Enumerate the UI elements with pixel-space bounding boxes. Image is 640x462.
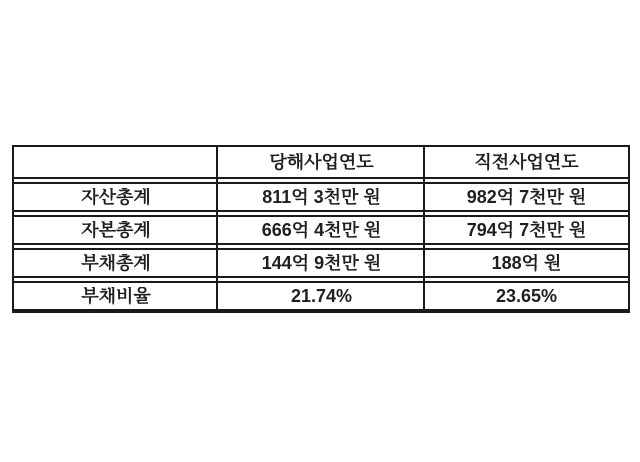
header-previous-fiscal-year: 직전사업연도 <box>474 153 579 171</box>
table-row-total-equity <box>14 215 628 245</box>
header-current-fiscal-year: 당해사업연도 <box>269 153 374 171</box>
cell-current-year-value: 666억 4천만 원 <box>261 221 382 239</box>
cell-current-year-value: 144억 9천만 원 <box>261 254 382 272</box>
table-header-row <box>14 147 628 179</box>
row-label: 부채총계 <box>81 254 151 272</box>
cell-previous-year-value: 188억 원 <box>491 254 562 272</box>
cell-previous-year-value: 23.65% <box>495 287 558 305</box>
table-row-total-assets <box>14 182 628 212</box>
column-divider-1 <box>216 147 218 311</box>
table-row-debt-ratio <box>14 281 628 311</box>
financial-summary-table <box>12 145 630 313</box>
cell-current-year-value: 21.74% <box>290 287 353 305</box>
column-divider-2 <box>423 147 425 311</box>
cell-previous-year-value: 982억 7천만 원 <box>466 188 587 206</box>
row-label: 자본총계 <box>81 221 151 239</box>
row-label: 부채비율 <box>81 287 151 305</box>
row-label: 자산총계 <box>81 188 151 206</box>
table-row-total-liabilities <box>14 248 628 278</box>
cell-current-year-value: 811억 3천만 원 <box>262 188 381 206</box>
cell-previous-year-value: 794억 7천만 원 <box>466 221 587 239</box>
